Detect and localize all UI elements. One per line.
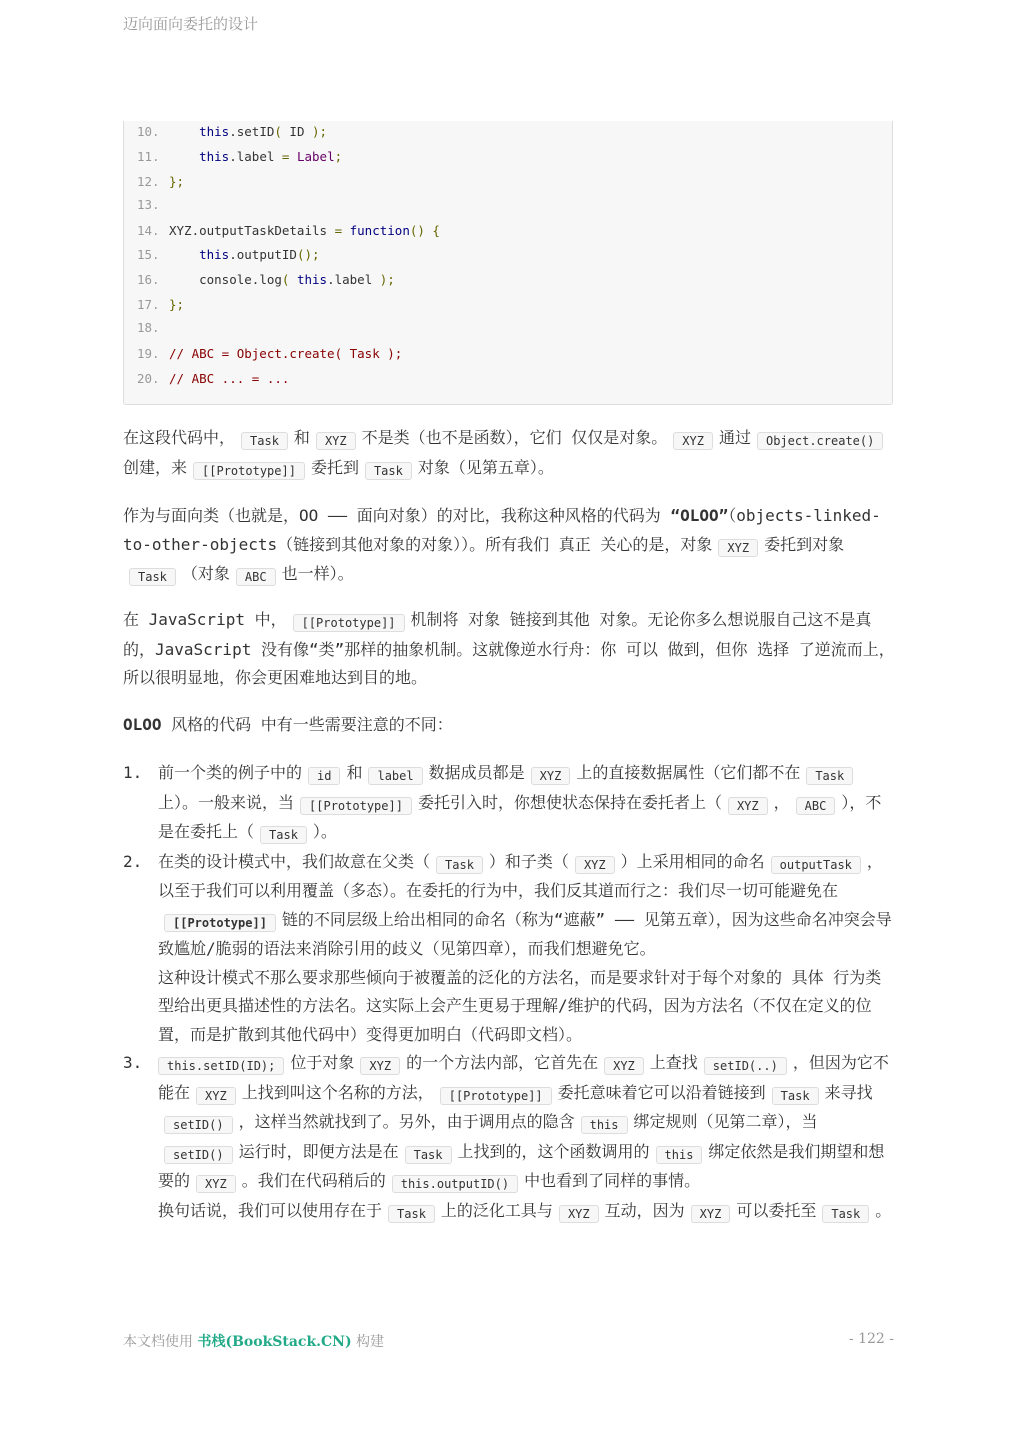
inline-code: this.outputID() [392, 1175, 518, 1193]
code-block [123, 121, 893, 405]
code-line [137, 195, 169, 215]
code-line: 17. }; [137, 295, 184, 315]
line-number: 18. [137, 320, 160, 335]
line-number: 10. [137, 124, 160, 139]
inline-code: XYZ [728, 797, 768, 815]
page-number: - 122 - [848, 1331, 894, 1347]
paragraph-2: 作为与面向类（也就是，OO —— 面向对象）的对比，我称这种风格的代码为 “OLOO”（objects-linked-to-other-objects（链接到其他对象的对象））。所有我们 真正 关心的是，对象 XYZ 委托到对象Task （对象 ABC 也一样）。 [123, 506, 881, 584]
inline-code: Task [806, 767, 853, 785]
inline-code: this.setID(ID); [158, 1057, 284, 1075]
inline-code: label [368, 767, 422, 785]
inline-code: outputTask [771, 856, 861, 874]
list-item: 3. this.setID(ID); 位于对象 XYZ 的一个方法内部，它首先在 XYZ 上查找 setID(..) ，但因为它不能在 XYZ 上找到叫这个名称的方法， [[Prototype]] 委托意味着它可以沿着链接到 Task 来寻找setID() ，这样当然就找到了。另外，由于调用点的隐含 this 绑定规则（见第二章），当setID() 运行时，即便方法是在 Task 上找到的，这个函数调用的 this 绑定依然是我们期望和想要的 XYZ 。我们在代码稍后的 this.outputID() 中也看到了同样的事情。 换句话说，我们可以使用存在于 Task 上的泛化工具与 XYZ 互动，因为 XYZ 可以委托至 Task 。 [123, 1053, 892, 1221]
code-line: 10. this.setID( ID ); [137, 122, 327, 142]
inline-code: ABC [796, 797, 836, 815]
inline-code: XYZ [673, 432, 713, 450]
inline-code: Task [365, 462, 412, 480]
inline-code: id [308, 767, 340, 785]
code-line: 14. XYZ.outputTaskDetails = function() { [137, 221, 440, 241]
code-line [137, 318, 169, 338]
line-number: 19. [137, 346, 160, 361]
oloo-term: “OLOO” [670, 506, 729, 525]
code-line: 16. console.log( this.label ); [137, 270, 395, 290]
list-item: 1. 前一个类的例子中的 id 和 label 数据成员都是 XYZ 上的直接数据属性（它们都不在 Task上）。一般来说，当 [[Prototype]] 委托引入时，你想使状态保持在委托者上（ XYZ ， ABC ），不是在委托上（ Task ）。 [123, 763, 882, 842]
inline-code: setID() [164, 1116, 233, 1134]
inline-code: XYZ [691, 1205, 731, 1223]
running-header: 迈向面向委托的设计 [123, 15, 259, 33]
inline-code: XYZ [575, 856, 615, 874]
inline-code: XYZ [196, 1087, 236, 1105]
paragraph-4: OLOO 风格的代码 中有一些需要注意的不同： [123, 715, 453, 734]
line-number: 20. [137, 371, 160, 386]
line-number: 11. [137, 149, 160, 164]
footer-credit: 本文档使用 书栈(BookStack.CN) 构建 [123, 1334, 385, 1350]
oloo-heading: OLOO [123, 715, 162, 734]
inline-code: XYZ [559, 1205, 599, 1223]
inline-code: Task [129, 568, 176, 586]
code-line: 19. // ABC = Object.create( Task ); [137, 344, 402, 364]
bookstack-link[interactable]: 书栈(BookStack.CN) [197, 1334, 352, 1350]
inline-code: setID(..) [704, 1057, 787, 1075]
inline-code: [[Prototype]] [440, 1087, 552, 1105]
list-item: 2. 在类的设计模式中，我们故意在父类（ Task ）和子类（ XYZ ）上采用相同的命名 outputTask ，以至于我们可以利用覆盖（多态）。在委托的行为中，我们反其道而行之：我们尽一切可能避免在[[Prototype]] 链的不同层级上给出相同的命名（称为“遮蔽” —— 见第五章），因为这些命名冲突会导致尴尬/脆弱的语法来消除引用的歧义（见第四章），而我们想避免它。 这种设计模式不那么要求那些倾向于被覆盖的泛化的方法名，而是要求针对于每个对象的 具体 行为类型给出更具描述性的方法名。这实际上会产生更易于理解/维护的代码，因为方法名（不仅在定义的位置，而是扩散到其他代码中）变得更加明白（代码即文档）。 [123, 851, 892, 1044]
code-line: 11. this.label = Label; [137, 147, 342, 167]
paragraph-1: 在这段代码中， Task 和 XYZ 不是类（也不是函数），它们 仅仅是对象。 XYZ 通过 Object.create()创建，来 [[Prototype]] 委托到 Task 对象（见第五章）。 [123, 424, 895, 483]
inline-code: Task [388, 1205, 435, 1223]
inline-code: XYZ [718, 539, 758, 557]
code-line: 15. this.outputID(); [137, 245, 320, 265]
line-number: 14. [137, 223, 160, 238]
line-number: 13. [137, 197, 160, 212]
line-number: 12. [137, 174, 160, 189]
code-line: 12. }; [137, 172, 184, 192]
inline-code: XYZ [531, 767, 571, 785]
line-number: 15. [137, 247, 160, 262]
inline-code: setID() [164, 1146, 233, 1164]
inline-code: ABC [236, 568, 276, 586]
inline-code: Task [405, 1146, 452, 1164]
inline-code: XYZ [360, 1057, 400, 1075]
inline-code: XYZ [316, 432, 356, 450]
inline-code: Task [436, 856, 483, 874]
inline-code: [[Prototype]] [193, 462, 305, 480]
line-number: 17. [137, 297, 160, 312]
code-line: 20. // ABC ... = ... [137, 369, 289, 389]
inline-code: Task [260, 826, 307, 844]
inline-code: Task [772, 1087, 819, 1105]
paragraph-3: 在 JavaScript 中， [[Prototype]] 机制将 对象 链接到其他 对象。无论你多么想说服自己这不是真的，JavaScript 没有像“类”那样的抽象机制。这就像逆水行舟：你 可以 做到，但你 选择 了逆流而上，所以很明显地，你会更困难地达到目的地。 [123, 610, 895, 687]
inline-code: XYZ [604, 1057, 644, 1075]
inline-code: [[Prototype]] [293, 614, 405, 632]
inline-code: this [581, 1116, 628, 1134]
inline-code: this [656, 1146, 703, 1164]
inline-code: Object.create() [757, 432, 883, 450]
inline-code: [[Prototype]] [300, 797, 412, 815]
inline-code: XYZ [196, 1175, 236, 1193]
line-number: 16. [137, 272, 160, 287]
inline-code: Task [822, 1205, 869, 1223]
ordered-list [123, 759, 895, 1226]
inline-code: [[Prototype]] [164, 914, 276, 932]
inline-code: Task [241, 432, 288, 450]
